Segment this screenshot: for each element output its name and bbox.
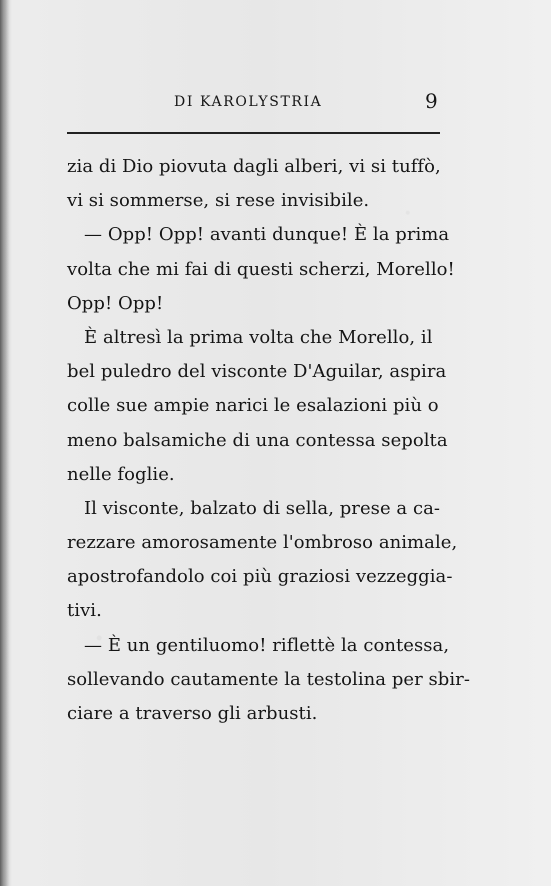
text-line: sollevando cautamente la testolina per sbir-	[67, 668, 470, 690]
text-line: zia di Dio piovuta dagli alberi, vi si tuffò,	[67, 156, 441, 177]
text-line: nelle foglie.	[67, 463, 175, 485]
paragraph-5	[67, 629, 470, 732]
text-line: Opp! Opp!	[67, 292, 164, 314]
text-line: Il visconte, balzato di sella, prese a ca-	[84, 497, 441, 519]
text-line: — È un gentiluomo! riflettè la contessa,	[84, 634, 450, 656]
paragraph-4	[67, 492, 458, 629]
text-line: volta che mi fai di questi scherzi, Morello!	[67, 258, 455, 280]
text-line: — Opp! Opp! avanti dunque! È la prima	[84, 224, 450, 246]
paragraph-2	[67, 218, 455, 321]
header-rule	[67, 132, 440, 134]
text-line: È altresì la prima volta che Morello, il	[84, 326, 433, 348]
running-title: DI KAROLYSTRIA	[174, 94, 323, 110]
text-line: bel puledro del visconte D'Aguilar, aspira	[67, 361, 447, 383]
text-line: rezzare amorosamente l'ombroso animale,	[67, 532, 458, 554]
page-edge-shadow	[0, 0, 10, 886]
text-line: tivi.	[67, 600, 102, 622]
text-line: apostrofandolo coi più graziosi vezzeggia-	[67, 566, 453, 588]
paragraph-3	[67, 321, 447, 492]
page-header	[165, 89, 450, 121]
body-text	[67, 150, 470, 731]
text-line: colle sue ampie narici le esalazioni più o	[67, 395, 439, 417]
paragraph-1	[67, 150, 447, 218]
text-line: ciare a traverso gli arbusti.	[67, 703, 318, 724]
text-line: meno balsamiche di una contessa sepolta	[67, 429, 448, 451]
page-number: 9	[425, 89, 438, 113]
text-line: vi si sommerse, si rese invisibile.	[67, 190, 370, 212]
